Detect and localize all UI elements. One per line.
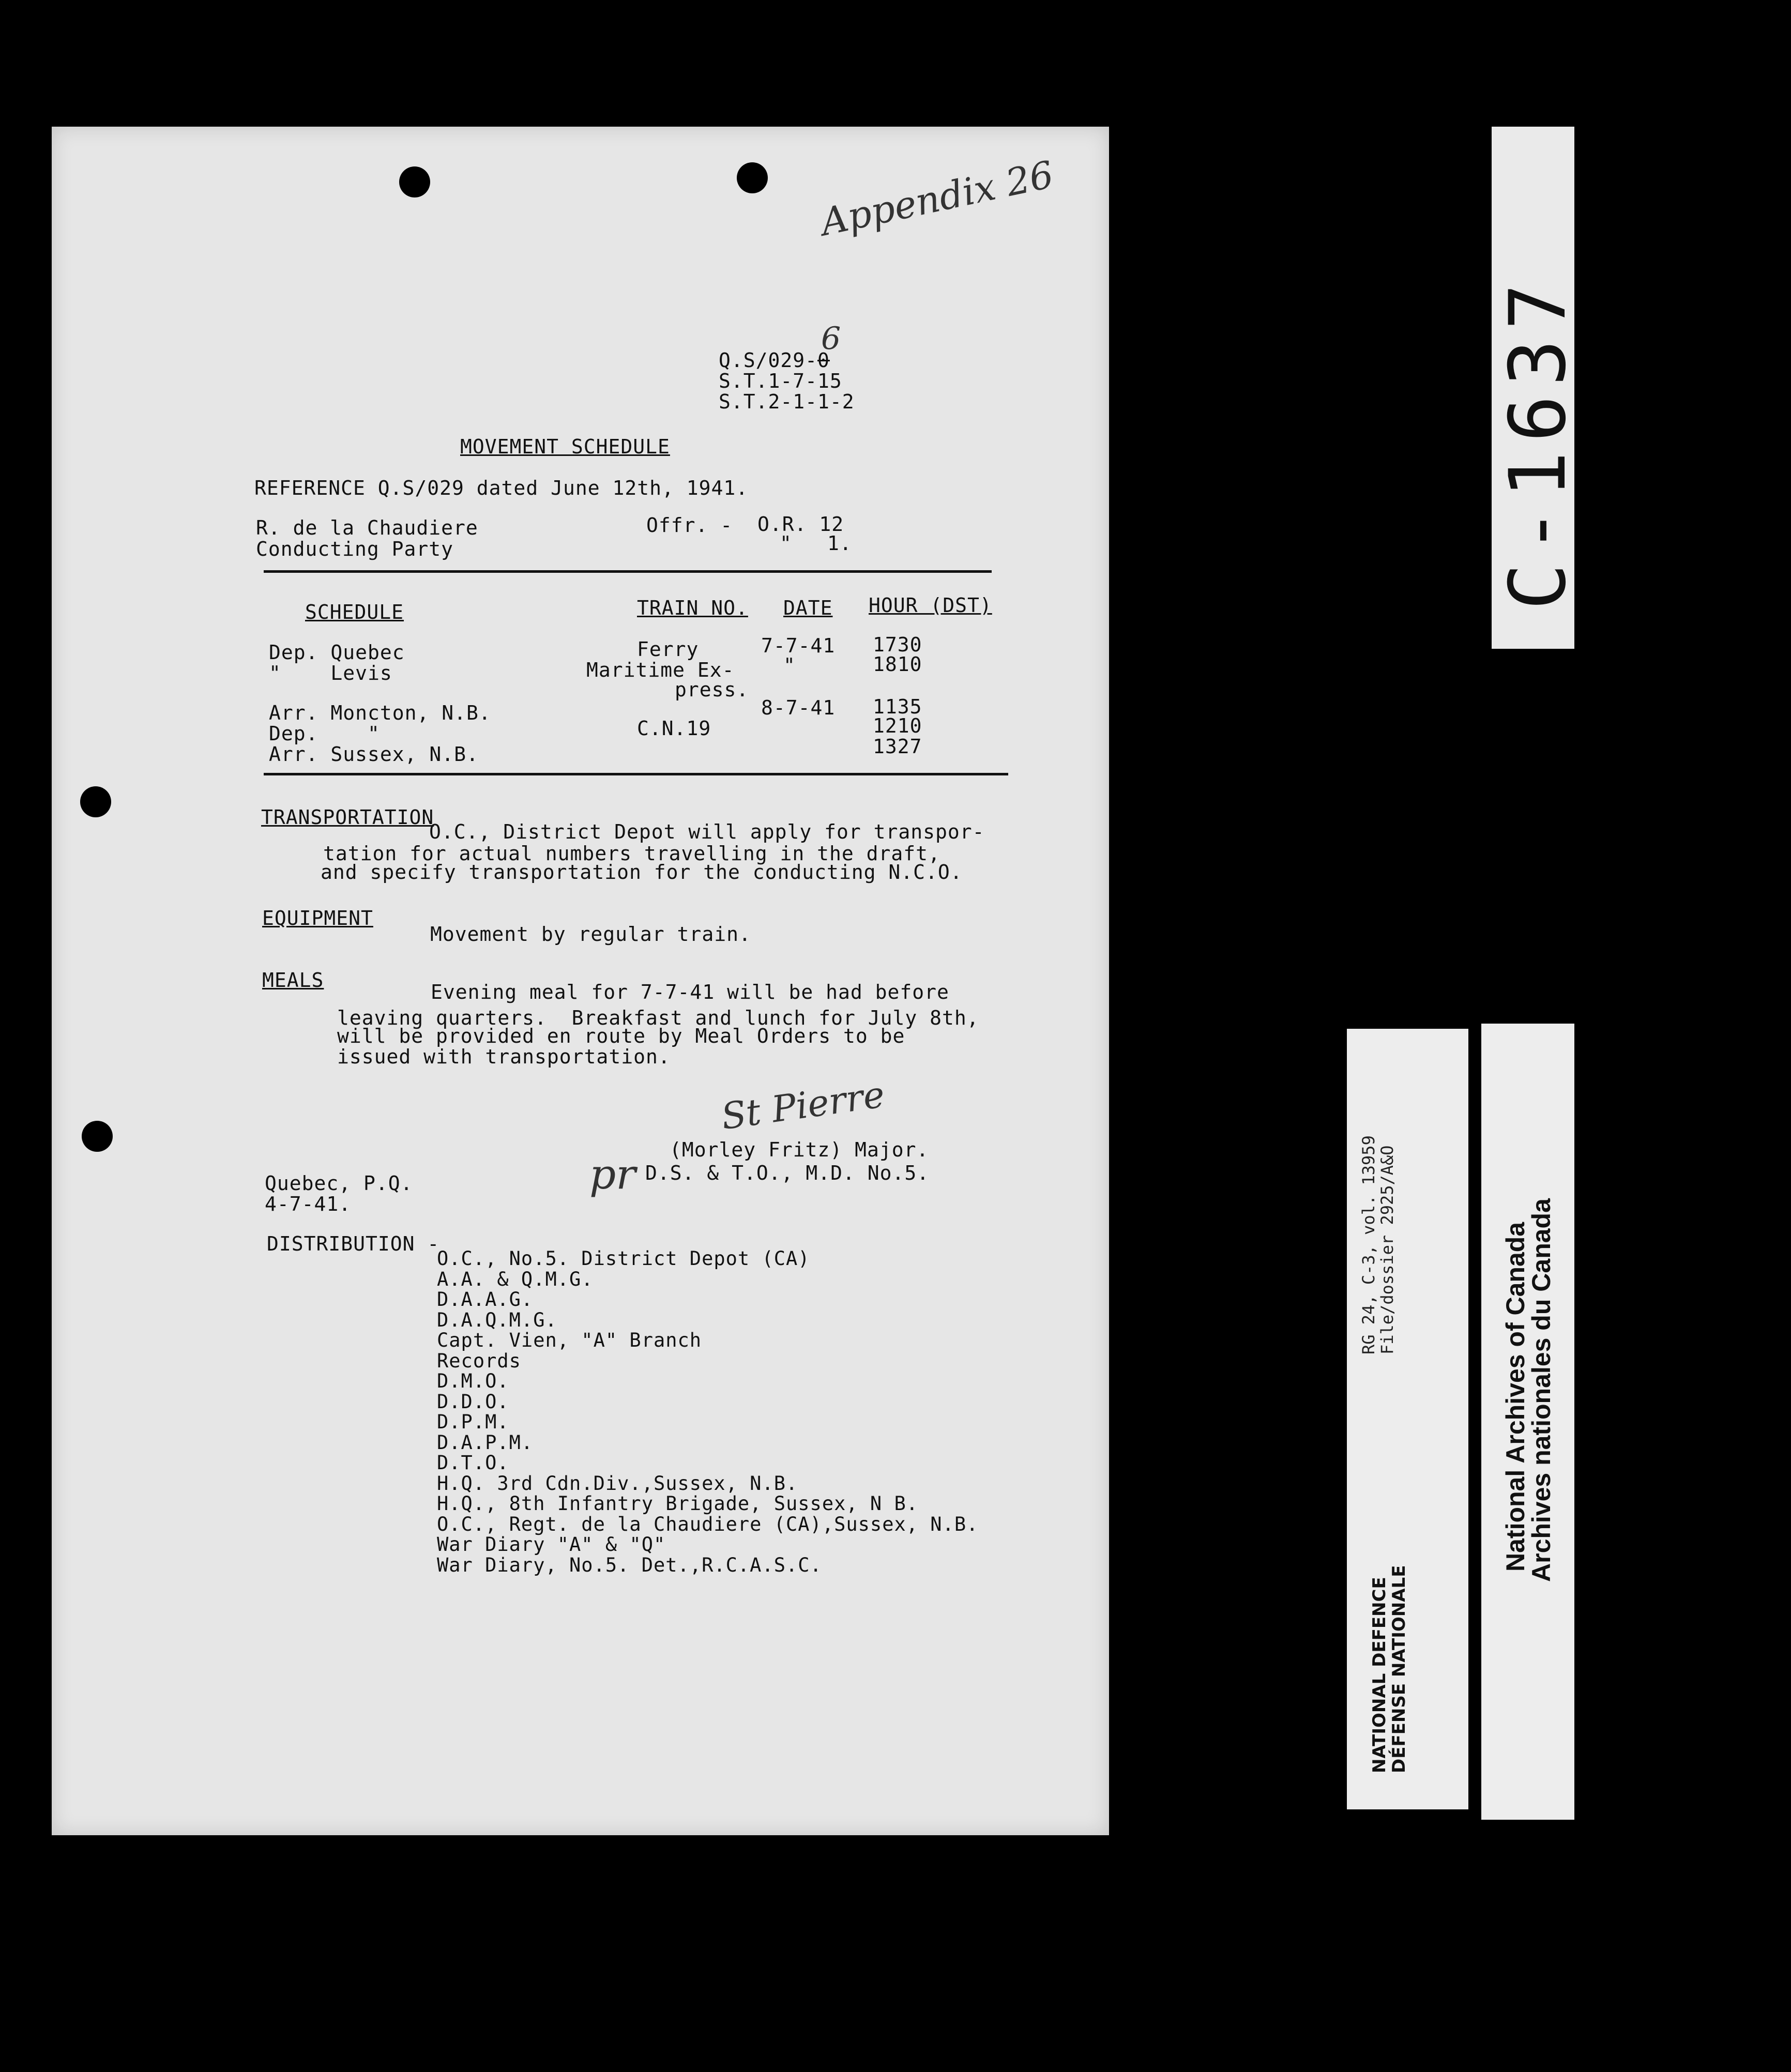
transportation-line: and specify transportation for the conducting N.C.O. — [321, 861, 963, 883]
archives-name-english: National Archives of Canada — [1501, 1222, 1530, 1572]
table-cell-date: " — [783, 654, 796, 677]
handwritten-signature: St Pierre — [719, 1073, 887, 1138]
list-item: D.D.O. — [437, 1390, 509, 1413]
meals-heading: MEALS — [262, 969, 324, 992]
table-cell-hour: 1327 — [873, 735, 922, 758]
reference-line: REFERENCE Q.S/029 dated June 12th, 1941. — [254, 477, 749, 499]
list-item: D.A.Q.M.G. — [437, 1308, 557, 1331]
department-line-1: NATIONAL DEFENCE — [1369, 1577, 1390, 1773]
distribution-label: DISTRIBUTION - — [267, 1232, 440, 1255]
department-line-2: DÉFENSE NATIONALE — [1389, 1565, 1409, 1773]
col-header-schedule: SCHEDULE — [305, 601, 404, 623]
offr-value: O.R. 12 — [757, 513, 844, 536]
list-item: D.M.O. — [437, 1370, 509, 1392]
st-reference-1: S.T.1-7-15 — [719, 370, 842, 392]
transportation-heading: TRANSPORTATION — [261, 806, 434, 829]
list-item: Records — [437, 1349, 521, 1372]
table-cell-train: Maritime Ex- — [586, 659, 735, 681]
offr-label: Offr. - — [646, 514, 733, 537]
table-cell-station: Dep. " — [269, 722, 380, 745]
qs-reference — [719, 351, 830, 370]
distribution-list — [437, 1248, 978, 1575]
document-title: MOVEMENT SCHEDULE — [460, 435, 670, 458]
qs-handwritten-suffix: 6 — [821, 321, 841, 357]
list-item: O.C., No.5. District Depot (CA) — [437, 1247, 810, 1270]
table-cell-train: C.N.19 — [637, 717, 711, 740]
table-cell-hour: 1810 — [873, 653, 922, 676]
punch-hole — [80, 786, 111, 817]
table-cell-station: Arr. Moncton, N.B. — [269, 702, 491, 724]
list-item: D.P.M. — [437, 1411, 509, 1433]
equipment-heading: EQUIPMENT — [262, 907, 373, 930]
handwritten-appendix-note: Appendix 26 — [817, 152, 1057, 245]
issue-place: Quebec, P.Q. — [265, 1172, 413, 1195]
archive-ref-line-2: File/dossier 2925/A&O — [1377, 1145, 1397, 1354]
transportation-line: O.C., District Depot will apply for transpor- — [429, 820, 985, 843]
col-header-hour: HOUR (DST) — [869, 594, 992, 617]
list-item: A.A. & Q.M.G. — [437, 1268, 594, 1290]
archives-name-french: Archives nationales du Canada — [1527, 1198, 1556, 1582]
list-item: D.A.P.M. — [437, 1431, 534, 1454]
list-item: Capt. Vien, "A" Branch — [437, 1329, 702, 1351]
issue-date: 4-7-41. — [265, 1193, 352, 1215]
qs-ref-text: Q.S/029- — [719, 349, 818, 372]
meals-line: will be provided en route by Meal Orders to be — [337, 1025, 905, 1047]
meals-line: leaving quarters. Breakfast and lunch for July 8th, — [337, 1007, 979, 1029]
signatory-title: D.S. & T.O., M.D. No.5. — [645, 1162, 930, 1184]
table-rule-top — [264, 570, 992, 573]
table-cell-train: Ferry — [637, 638, 699, 661]
ditto-value: 1. — [827, 532, 852, 555]
table-cell-station: Arr. Sussex, N.B. — [269, 743, 479, 766]
punch-hole — [399, 166, 430, 197]
meals-line: issued with transportation. — [337, 1045, 671, 1068]
list-item: H.Q., 8th Infantry Brigade, Sussex, N B. — [437, 1492, 919, 1515]
punch-hole — [82, 1121, 113, 1152]
transportation-line: tation for actual numbers travelling in the draft, — [323, 842, 940, 865]
table-cell-date: 7-7-41 — [761, 634, 836, 657]
unit-name: R. de la Chaudiere — [256, 516, 478, 539]
col-header-date: DATE — [783, 597, 833, 619]
film-frame-number: C-1637 — [1493, 274, 1583, 610]
table-cell-train: press. — [675, 678, 749, 701]
list-item: D.T.O. — [437, 1452, 509, 1474]
table-cell-hour: 1730 — [873, 633, 922, 656]
col-header-train-no: TRAIN NO. — [637, 597, 748, 619]
per-mark: pr — [589, 1150, 636, 1198]
list-item: War Diary, No.5. Det.,R.C.A.S.C. — [437, 1553, 822, 1576]
table-cell-station: " Levis — [269, 662, 392, 684]
table-cell-hour: 1135 — [873, 695, 922, 718]
qs-ref-crossed: 0 — [817, 349, 830, 372]
signatory-name: (Morley Fritz) Major. — [670, 1138, 929, 1161]
meals-line: Evening meal for 7-7-41 will be had before — [431, 981, 949, 1003]
list-item: O.C., Regt. de la Chaudiere (CA),Sussex, N.B. — [437, 1513, 979, 1535]
table-cell-station: Dep. Quebec — [269, 641, 405, 664]
ditto-mark: " — [780, 532, 792, 555]
table-cell-date: 8-7-41 — [761, 696, 836, 719]
unit-party: Conducting Party — [256, 538, 454, 560]
st-reference-2: S.T.2-1-1-2 — [719, 390, 855, 413]
list-item: War Diary "A" & "Q" — [437, 1533, 666, 1556]
archive-ref-line-1: RG 24, C-3, vol. 13959 — [1359, 1135, 1378, 1354]
list-item: H.Q. 3rd Cdn.Div.,Sussex, N.B. — [437, 1472, 798, 1495]
table-rule-bottom — [264, 773, 1008, 775]
punch-hole — [737, 162, 768, 193]
list-item: D.A.A.G. — [437, 1288, 534, 1311]
table-cell-hour: 1210 — [873, 714, 922, 737]
equipment-text: Movement by regular train. — [430, 923, 751, 946]
